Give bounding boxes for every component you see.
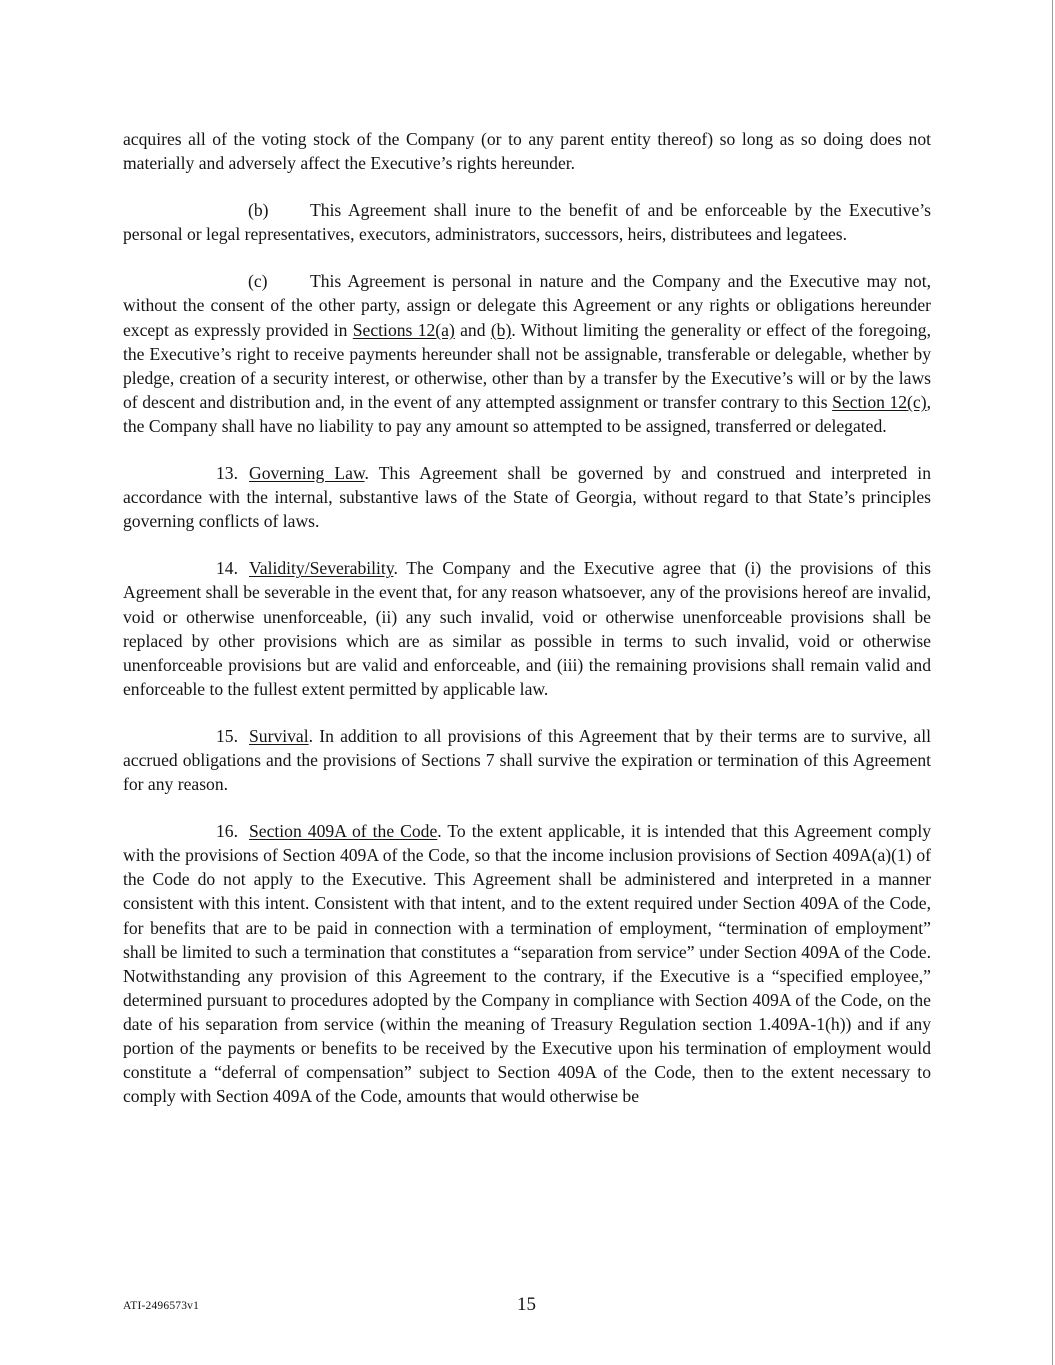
cross-reference-b: (b) (490, 319, 512, 340)
section-text: . In addition to all provisions of this Agreement that by their terms are to survive, all accrued obligations and the provisions of Sections 7 shall survive the expiration or termination of this Agreement for any reason. (123, 725, 931, 795)
section-15 (123, 724, 931, 796)
page-edge-line (1052, 0, 1053, 1365)
section-text: . The Company and the Executive agree that (i) the provisions of this Agreement shall be severable in the event that, for any reason whatsoever, any of the provisions hereof are invalid, void or otherwise unenforceable, (ii) any such invalid, void or otherwise unenforceable provisions shall be replaced by other provisions which are as similar as possible in terms to such invalid, void or otherwise unenforceable provisions but are valid and enforceable, and (iii) the remaining provisions shall remain valid and enforceable to the fullest extent permitted by applicable law. (123, 558, 931, 699)
paragraph-marker: (c) (248, 271, 268, 292)
cross-reference-sections-12a: Sections 12(a) (352, 319, 455, 340)
document-id: ATI-2496573v1 (123, 1300, 200, 1312)
section-heading: Governing Law (249, 463, 365, 484)
page-number: 15 (517, 1294, 536, 1315)
paragraph-marker: (b) (248, 200, 269, 221)
cross-reference-section-12c: Section 12(c) (832, 391, 927, 412)
paragraph-text: This Agreement shall inure to the benefit of and be enforceable by the Executive’s personal or legal representatives, executors, administrators, successors, heirs, distributees and legatees. (123, 200, 931, 245)
section-heading: Validity/Severability (249, 558, 394, 579)
paragraph-12b (123, 198, 931, 246)
document-body (123, 127, 931, 1108)
section-number: 14. (216, 558, 238, 579)
section-number: 15. (216, 725, 238, 746)
paragraph-12c (123, 269, 931, 438)
section-number: 13. (216, 463, 238, 484)
section-heading: Section 409A of the Code (249, 821, 438, 842)
paragraph-text: , the Company shall have no liability to pay any amount so attempted to be assigned, transferred or delegated. (123, 391, 931, 436)
section-text: . To the extent applicable, it is intended that this Agreement comply with the provisions of Section 409A of the Code, so that the income inclusion provisions of Section 409A(a)(1) of the Code do not apply to the Executive. This Agreement shall be administered and interpreted in a manner consistent with this intent. Consistent with that intent, and to the extent required under Section 409A of the Code, for benefits that are to be paid in connection with a termination of employment, “termination of employment” shall be limited to such a termination that constitutes a “separation from service” under Section 409A of the Code. Notwithstanding any provision of this Agreement to the contrary, if the Executive is a “specified employee,” determined pursuant to procedures adopted by the Company in compliance with Section 409A of the Code, on the date of his separation from service (within the meaning of Treasury Regulation section 1.409A-1(h)) and if any portion of the payments or benefits to be received by the Executive upon his termination of employment would constitute a “deferral of compensation” subject to Section 409A of the Code, then to the extent necessary to comply with Section 409A of the Code, amounts that would otherwise be (123, 821, 931, 1107)
section-14 (123, 556, 931, 701)
section-heading: Survival (249, 725, 309, 746)
section-13 (123, 461, 931, 533)
paragraph-continuation: acquires all of the voting stock of the Company (or to any parent entity thereof) so long as so doing does not materially and adversely affect the Executive’s rights hereunder. (123, 129, 931, 174)
paragraph-text: This Agreement is personal in nature and the Company and the Executive may not, without the consent of the other party, assign or delegate this Agreement or any rights or obligations hereunder except as expressly provided in (123, 271, 931, 340)
section-16 (123, 819, 931, 1108)
section-number: 16. (216, 821, 238, 842)
paragraph-text: and (454, 319, 491, 340)
paragraph-text: . Without limiting the generality or effect of the foregoing, the Executive’s right to receive payments hereunder shall not be assignable, transferable or delegable, whether by pledge, creation of a security interest, or otherwise, other than by a transfer by the Executive’s will or by the laws of descent and distribution and, in the event of any attempted assignment or transfer contrary to this (123, 319, 931, 412)
section-text: . This Agreement shall be governed by and construed and interpreted in accordance with the internal, substantive laws of the State of Georgia, without regard to that State’s principles governing conflicts of laws. (123, 463, 931, 532)
